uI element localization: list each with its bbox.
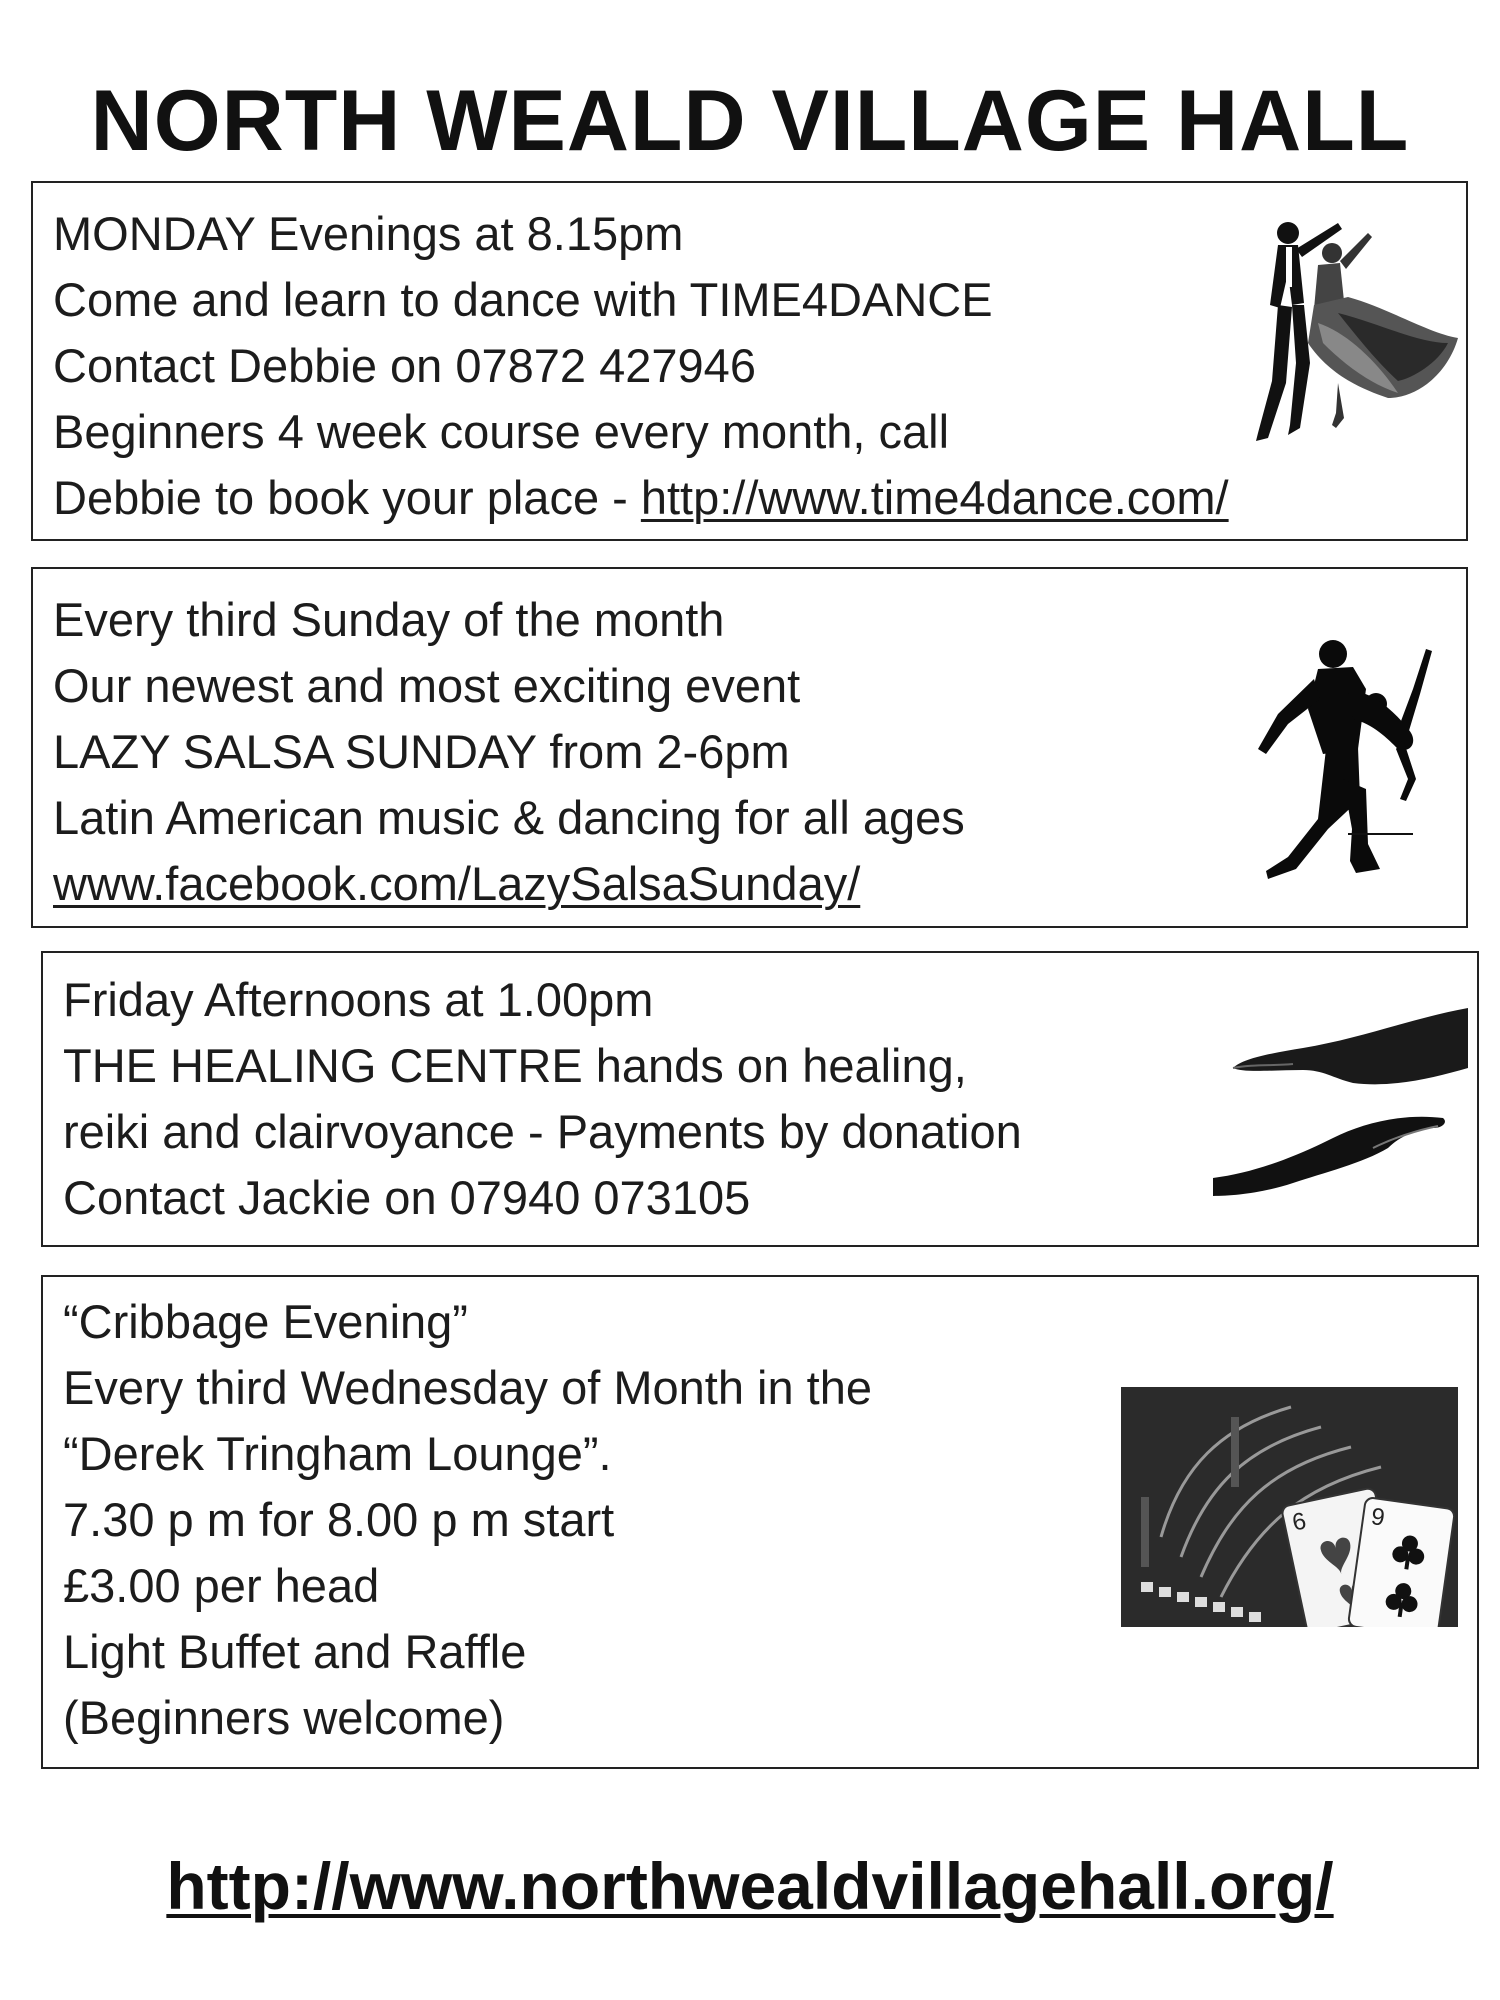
time4dance-link[interactable]: http://www.time4dance.com/ (640, 471, 1229, 524)
facebook-link[interactable]: www.facebook.com/LazySalsaSunday/ (53, 857, 861, 910)
card-six-rank: 6 (1289, 1507, 1309, 1537)
cribbage-price: £3.00 per head (63, 1559, 380, 1612)
footer-website (0, 1848, 1500, 1924)
friday-description: THE HEALING CENTRE hands on healing, (63, 1039, 967, 1092)
page-title: NORTH WEALD VILLAGE HALL (90, 73, 1410, 169)
village-hall-link[interactable]: http://www.northwealdvillagehall.org/ (166, 1849, 1334, 1923)
cribbage-panel (41, 1275, 1479, 1769)
cribbage-board-icon (1121, 1387, 1458, 1627)
cribbage-schedule: Every third Wednesday of Month in the (63, 1361, 873, 1414)
cribbage-note: (Beginners welcome) (63, 1691, 505, 1744)
card-nine-rank: 9 (1369, 1503, 1387, 1532)
friday-time: Friday Afternoons at 1.00pm (63, 973, 654, 1026)
sunday-event-name: LAZY SALSA SUNDAY from 2-6pm (53, 725, 790, 778)
cribbage-time: 7.30 p m for 8.00 p m start (63, 1493, 615, 1546)
monday-time: MONDAY Evenings at 8.15pm (53, 207, 684, 260)
salsa-sunday-panel (31, 567, 1468, 928)
monday-course: Beginners 4 week course every month, call (53, 405, 950, 458)
healing-hands-icon (1213, 998, 1468, 1198)
monday-booking (53, 465, 1229, 531)
friday-contact: Contact Jackie on 07940 073105 (63, 1171, 751, 1224)
sunday-schedule: Every third Sunday of the month (53, 593, 725, 646)
friday-services: reiki and clairvoyance - Payments by donation (63, 1105, 1022, 1158)
monday-contact: Contact Debbie on 07872 427946 (53, 339, 756, 392)
sunday-description: Latin American music & dancing for all ages (53, 791, 965, 844)
healing-centre-panel (41, 951, 1479, 1247)
cribbage-venue: “Derek Tringham Lounge”. (63, 1427, 612, 1480)
cribbage-extras: Light Buffet and Raffle (63, 1625, 527, 1678)
cribbage-title: “Cribbage Evening” (63, 1295, 468, 1348)
monday-description: Come and learn to dance with TIME4DANCE (53, 273, 993, 326)
salsa-dancers-icon (1248, 629, 1448, 884)
sunday-tagline: Our newest and most exciting event (53, 659, 801, 712)
monday-booking-text: Debbie to book your place - (53, 471, 641, 524)
ballroom-dancers-icon (1248, 213, 1463, 453)
monday-dance-panel (31, 181, 1468, 541)
